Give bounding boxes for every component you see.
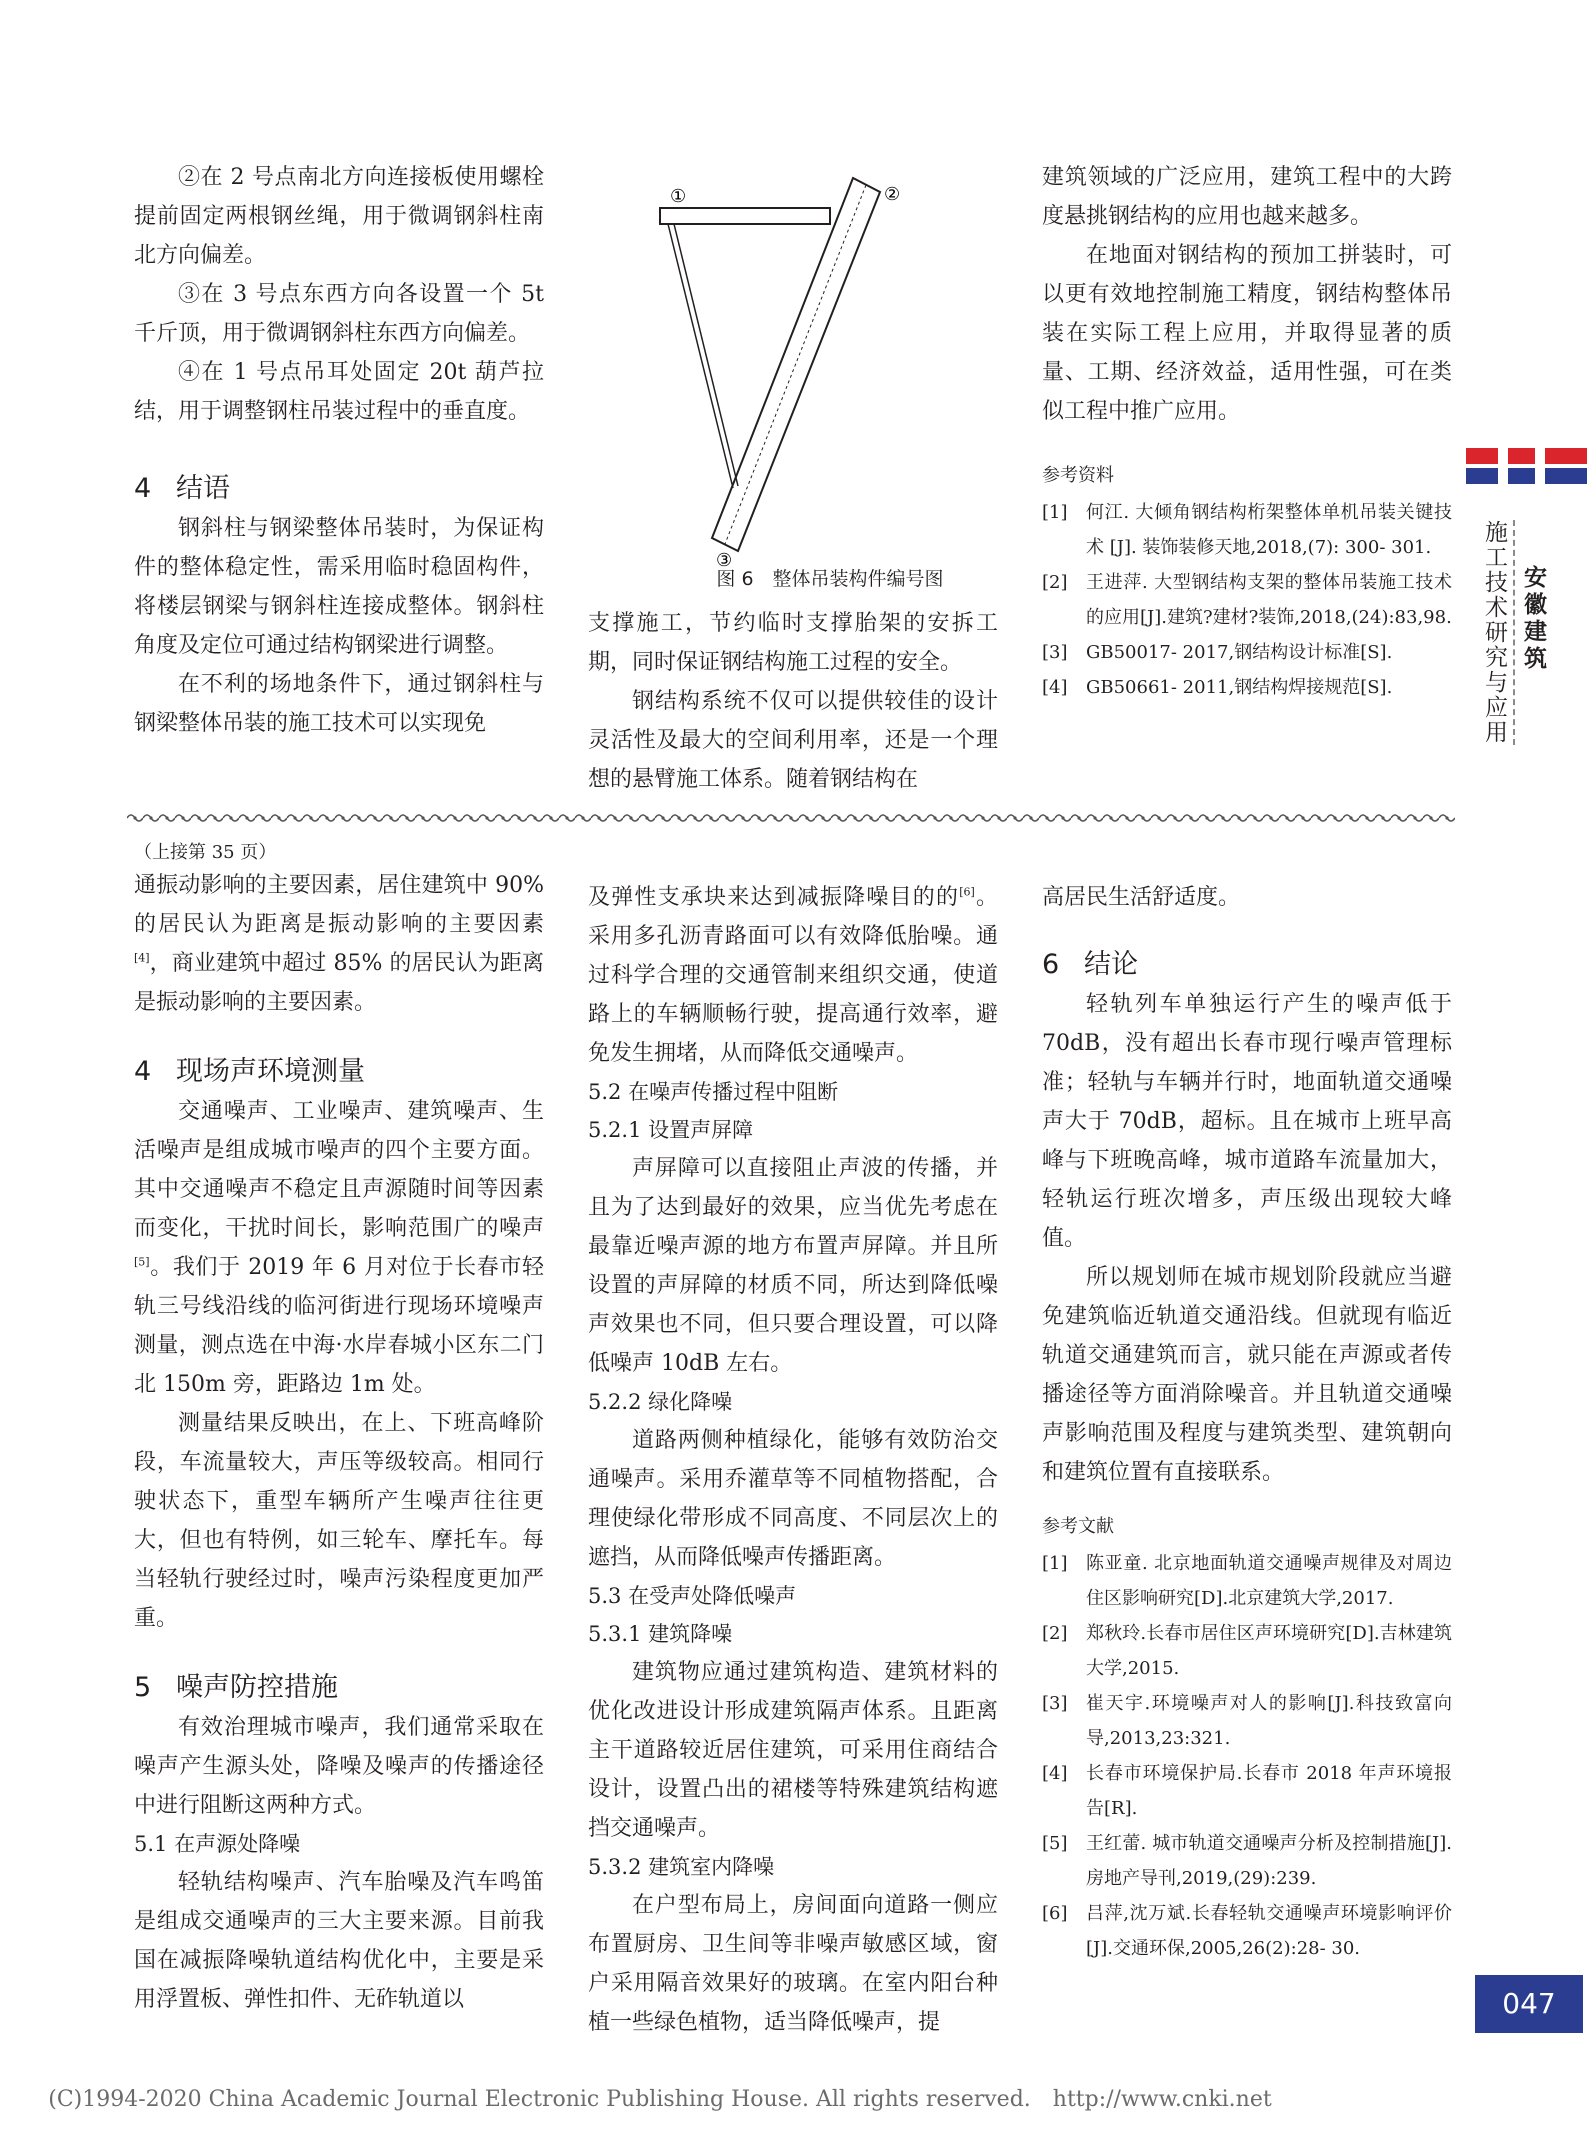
subsection-heading: 5.3 在受声处降低噪声 xyxy=(588,1584,797,1608)
reference-number: [3] xyxy=(1042,1693,1068,1714)
reference-number: [1] xyxy=(1042,502,1068,523)
reference-item xyxy=(1042,1686,1452,1756)
section-number: 5 xyxy=(134,1672,152,1703)
point-label-1: ① xyxy=(670,186,687,207)
paragraph: 所以规划师在城市规划阶段就应当避免建筑临近轨道交通沿线。但就现有临近轨道交通建筑而言，就只能在声源或者传播途径等方面消除噪音。并且轨道交通噪声影响范围及程度与建筑类型、建筑朝向和建筑位置有直接联系。 xyxy=(1042,1265,1452,1485)
reference-number: [2] xyxy=(1042,572,1068,593)
reference-item xyxy=(1042,1896,1452,1966)
reference-text: GB50661- 2011,钢结构焊接规范[S]. xyxy=(1086,677,1393,698)
section-title: 结语 xyxy=(176,473,230,504)
bottom-column-3 xyxy=(1042,878,1452,1966)
section-number: 6 xyxy=(1042,949,1060,980)
continuation-note: （上接第 35 页） xyxy=(134,842,277,863)
bottom-column-1 xyxy=(134,840,544,2019)
paragraph: 道路两侧种植绿化，能够有效防治交通噪声。采用乔灌草等不同植物搭配，合理使绿化带形成不同高度、不同层次上的遮挡，从而降低噪声传播距离。 xyxy=(588,1428,998,1570)
reference-item xyxy=(1042,1546,1452,1616)
paragraph: ③在 3 号点东西方向各设置一个 5t 千斤顶，用于微调钢斜柱东西方向偏差。 xyxy=(134,282,544,346)
reference-text: 郑秋玲.长春市居住区声环境研究[D].吉林建筑大学,2015. xyxy=(1086,1623,1452,1679)
paragraph: 轻轨列车单独运行产生的噪声低于 70dB，没有超出长春市现行噪声管理标准；轻轨与车辆并行时，地面轨道交通噪声大于 70dB，超标。且在城市上班早高峰与下班晚高峰，城市道路车流量加大，轻轨运行班次增多，声压级出现较大峰值。 xyxy=(1042,992,1452,1251)
top-column-3 xyxy=(1042,158,1452,705)
paragraph: 在地面对钢结构的预加工拼装时，可以更有效地控制施工精度，钢结构整体吊装在实际工程上应用，并取得显著的质量、工期、经济效益，适用性强，可在类似工程中推广应用。 xyxy=(1042,243,1452,424)
reference-text: 崔天宇.环境噪声对人的影响[J].科技致富向导,2013,23:321. xyxy=(1086,1693,1452,1749)
horizontal-beam xyxy=(660,208,830,224)
reference-number: [6] xyxy=(1042,1903,1068,1924)
top-column-2 xyxy=(588,604,998,799)
reference-text: 陈亚童. 北京地面轨道交通噪声规律及对周边住区影响研究[D].北京建筑大学,2017. xyxy=(1086,1553,1452,1609)
text-run: 通振动影响的主要因素，居住建筑中 90% 的居民认为距离是振动影响的主要因素 xyxy=(134,873,544,937)
paragraph: 支撑施工，节约临时支撑胎架的安拆工期，同时保证钢结构施工过程的安全。 xyxy=(588,611,998,675)
reference-item xyxy=(1042,635,1452,670)
paragraph xyxy=(134,866,544,1022)
section-tag-gap xyxy=(1535,448,1545,484)
references-heading: 参考文献 xyxy=(1042,1516,1114,1537)
text-run: 。采用多孔沥青路面可以有效降低胎噪。通过科学合理的交通管制来组织交通，使道路上的车辆顺畅行驶，提高通行效率，避免发生拥堵，从而降低交通噪声。 xyxy=(588,885,998,1066)
text-run: 。我们于 2019 年 6 月对位于长春市轻轨三号线沿线的临河街进行现场环境噪声测量，测点选在中海·水岸春城小区东二门北 150m 旁，距路边 1m 处。 xyxy=(134,1255,544,1397)
reference-item xyxy=(1042,565,1452,635)
reference-item xyxy=(1042,495,1452,565)
copyright-footer: (C)1994-2020 China Academic Journal Electronic Publishing House. All rights reserved. http://www.cnki.net xyxy=(48,2087,1272,2112)
paragraph: ④在 1 号点吊耳处固定 20t 葫芦拉结，用于调整钢柱吊装过程中的垂直度。 xyxy=(134,360,544,424)
paragraph: 轻轨结构噪声、汽车胎噪及汽车鸣笛是组成交通噪声的三大主要来源。目前我国在减振降噪轨道结构优化中，主要是采用浮置板、弹性扣件、无砟轨道以 xyxy=(134,1870,544,2012)
decorative-divider xyxy=(127,811,1455,825)
journal-name: 安徽建筑 xyxy=(1520,565,1546,673)
paragraph xyxy=(588,878,998,1073)
point-label-2: ② xyxy=(884,184,901,205)
paragraph: ②在 2 号点南北方向连接板使用螺栓提前固定两根钢丝绳，用于微调钢斜柱南北方向偏差。 xyxy=(134,165,544,268)
section-heading-4 xyxy=(134,469,544,509)
text-run: 及弹性支承块来达到减振降噪目的的 xyxy=(588,885,960,910)
section-heading-5 xyxy=(134,1668,544,1708)
top-column-1 xyxy=(134,158,544,743)
column-title: 施工技术研究与应用 xyxy=(1481,520,1507,745)
reference-number: [5] xyxy=(1042,1833,1068,1854)
subsection-heading: 5.2 在噪声传播过程中阻断 xyxy=(588,1080,839,1104)
section-title: 结论 xyxy=(1084,949,1138,980)
paragraph: 声屏障可以直接阻止声波的传播，并且为了达到最好的效果，应当优先考虑在最靠近噪声源的地方布置声屏障。并且所设置的声屏障的材质不同，所达到降低噪声效果也不同，但只要合理设置，可以降低噪声 10dB 左右。 xyxy=(588,1156,998,1376)
reference-number: [4] xyxy=(1042,1763,1068,1784)
reference-number: [4] xyxy=(1042,677,1068,698)
reference-number: [3] xyxy=(1042,642,1068,663)
subsection-heading: 5.1 在声源处降噪 xyxy=(134,1832,301,1856)
reference-list xyxy=(1042,1546,1452,1966)
paragraph: 在不利的场地条件下，通过钢斜柱与钢梁整体吊装的施工技术可以实现免 xyxy=(134,672,544,736)
paragraph: 钢结构系统不仅可以提供较佳的设计灵活性及最大的空间利用率，还是一个理想的悬臂施工体系。随着钢结构在 xyxy=(588,689,998,792)
reference-text: 王红蕾. 城市轨道交通噪声分析及控制措施[J].房地产导刊,2019,(29):239. xyxy=(1086,1833,1452,1889)
section-tag-blue xyxy=(1466,468,1587,484)
paragraph: 建筑领域的广泛应用，建筑工程中的大跨度悬挑钢结构的应用也越来越多。 xyxy=(1042,165,1452,229)
reference-list xyxy=(1042,495,1452,705)
support-strut xyxy=(674,224,738,486)
paragraph: 钢斜柱与钢梁整体吊装时，为保证构件的整体稳定性，需采用临时稳固构件，将楼层钢梁与钢斜柱连接成整体。钢斜柱角度及定位可通过结构钢梁进行调整。 xyxy=(134,516,544,658)
paragraph: 有效治理城市噪声，我们通常采取在噪声产生源头处，降噪及噪声的传播途径中进行阻断这两种方式。 xyxy=(134,1715,544,1818)
reference-number: [1] xyxy=(1042,1553,1068,1574)
bottom-column-2 xyxy=(588,878,998,2042)
section-number: 4 xyxy=(134,473,152,504)
figure-caption: 图 6 整体吊装构件编号图 xyxy=(716,568,944,590)
text-run: ，商业建筑中超过 85% 的居民认为距离是振动影响的主要因素。 xyxy=(134,951,544,1015)
paragraph: 高居民生活舒适度。 xyxy=(1042,885,1241,910)
section-tag-gap xyxy=(1498,448,1508,484)
reference-number: [2] xyxy=(1042,1623,1068,1644)
paragraph xyxy=(134,1092,544,1404)
section-tag-red xyxy=(1466,448,1587,464)
subsection-heading: 5.2.1 设置声屏障 xyxy=(588,1118,754,1142)
paragraph: 建筑物应通过建筑构造、建筑材料的优化改进设计形成建筑隔声体系。且距离主干道路较近居住建筑，可采用住商结合设计，设置凸出的裙楼等特殊建筑结构遮挡交通噪声。 xyxy=(588,1660,998,1841)
section-heading-4 xyxy=(134,1052,544,1092)
figure-6-diagram xyxy=(648,168,1008,568)
point-label-3: ③ xyxy=(716,550,733,568)
reference-text: 王进萍. 大型钢结构支架的整体吊装施工技术的应用[J].建筑?建材?装饰,2018,(24):83,98. xyxy=(1086,572,1452,628)
section-heading-6 xyxy=(1042,945,1452,985)
section-title: 现场声环境测量 xyxy=(176,1056,365,1087)
citation: [5] xyxy=(134,1255,150,1269)
reference-item xyxy=(1042,1826,1452,1896)
citation: [4] xyxy=(134,951,150,965)
reference-item xyxy=(1042,1616,1452,1686)
reference-item xyxy=(1042,1756,1452,1826)
paragraph: 测量结果反映出，在上、下班高峰阶段，车流量较大，声压等级较高。相同行驶状态下，重型车辆所产生噪声往往更大，但也有特例，如三轮车、摩托车。每当轻轨行驶经过时，噪声污染程度更加严重。 xyxy=(134,1411,544,1631)
support-strut xyxy=(668,224,733,488)
subsection-heading: 5.3.1 建筑降噪 xyxy=(588,1622,733,1646)
section-number: 4 xyxy=(134,1056,152,1087)
reference-text: GB50017- 2017,钢结构设计标准[S]. xyxy=(1086,642,1393,663)
reference-text: 长春市环境保护局.长春市 2018 年声环境报告[R]. xyxy=(1086,1763,1452,1819)
page-number: 047 xyxy=(1475,1975,1583,2033)
subsection-heading: 5.2.2 绿化降噪 xyxy=(588,1390,733,1414)
references-heading: 参考资料 xyxy=(1042,465,1114,486)
paragraph: 在户型布局上，房间面向道路一侧应布置厨房、卫生间等非噪声敏感区域，窗户采用隔音效果好的玻璃。在室内阳台种植一些绿色植物，适当降低噪声，提 xyxy=(588,1893,998,2035)
subsection-heading: 5.3.2 建筑室内降噪 xyxy=(588,1855,775,1879)
section-title: 噪声防控措施 xyxy=(176,1672,338,1703)
reference-text: 何江. 大倾角钢结构桁架整体单机吊装关键技术 [J]. 装饰装修天地,2018,(7): 300- 301. xyxy=(1086,502,1452,558)
text-run: 交通噪声、工业噪声、建筑噪声、生活噪声是组成城市噪声的四个主要方面。其中交通噪声不稳定且声源随时间等因素而变化，干扰时间长，影响范围广的噪声 xyxy=(134,1099,544,1241)
citation: [6] xyxy=(959,885,975,899)
reference-text: 吕萍,沈万斌.长春轻轨交通噪声环境影响评价[J].交通环保,2005,26(2):28- 30. xyxy=(1086,1903,1452,1959)
reference-item xyxy=(1042,670,1452,705)
